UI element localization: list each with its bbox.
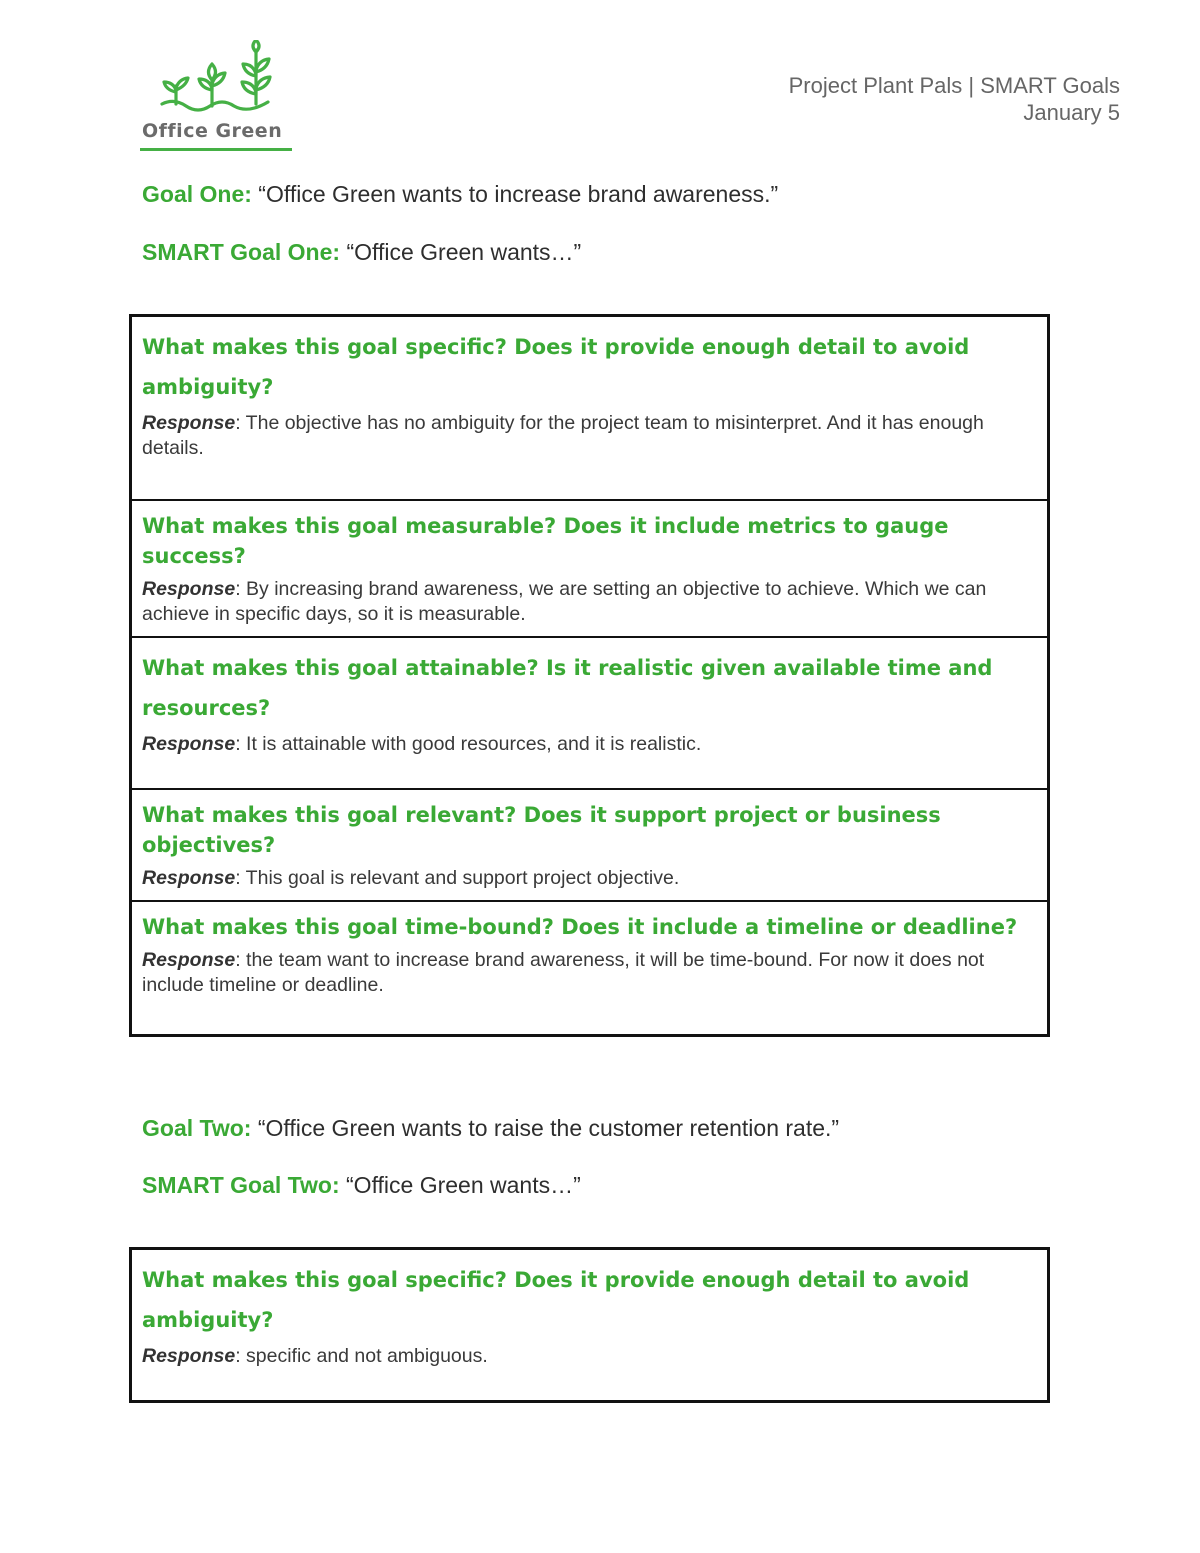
goal-one-label: Goal One: (142, 181, 252, 207)
document-header (789, 72, 1120, 126)
response-specific (142, 1344, 1037, 1369)
response-time-bound (142, 948, 1037, 998)
response-text: : By increasing brand awareness, we are setting an objective to achieve. Which we can achieve in specific days, so it is measurable. (142, 578, 987, 625)
smart-goal-one-text: “Office Green wants…” (340, 239, 582, 265)
response-text: : specific and not ambiguous. (235, 1345, 488, 1367)
question-specific: What makes this goal specific? Does it provide enough detail to avoid ambiguity? (142, 335, 970, 399)
response-label: Response (142, 578, 236, 600)
response-label: Response (142, 949, 236, 971)
table-row-relevant (132, 788, 1047, 900)
table-row-specific (132, 317, 1047, 499)
goal-two-statement (142, 1115, 839, 1142)
smart-goal-two-statement (142, 1172, 581, 1199)
logo-underline (140, 148, 292, 151)
logo-text: Office Green (142, 120, 283, 142)
response-label: Response (142, 733, 236, 755)
response-text: : The objective has no ambiguity for the project team to misinterpret. And it has enough details. (142, 412, 984, 459)
table-row-attainable (132, 636, 1047, 788)
smart-goal-one-label: SMART Goal One: (142, 239, 341, 265)
response-label: Response (142, 1345, 236, 1367)
response-attainable (142, 732, 1037, 757)
response-label: Response (142, 867, 236, 889)
smart-goal-one-table (129, 314, 1050, 1037)
smart-goal-one-statement (142, 239, 581, 266)
goal-one-statement (142, 181, 778, 208)
table-row-measurable (132, 499, 1047, 636)
goal-two-text: “Office Green wants to raise the customer retention rate.” (251, 1115, 840, 1141)
smart-goal-two-label: SMART Goal Two: (142, 1172, 340, 1198)
response-measurable (142, 577, 1037, 627)
header-title: Project Plant Pals | SMART Goals (788, 73, 1120, 98)
table-row-time-bound (132, 900, 1047, 1034)
response-relevant (142, 866, 1037, 891)
response-specific (142, 411, 1037, 461)
header-date: January 5 (1023, 100, 1120, 125)
question-measurable: What makes this goal measurable? Does it include metrics to gauge success? (142, 514, 949, 568)
smart-goal-two-text: “Office Green wants…” (339, 1172, 581, 1198)
response-text: : This goal is relevant and support project objective. (235, 867, 680, 889)
question-specific: What makes this goal specific? Does it provide enough detail to avoid ambiguity? (142, 1268, 970, 1332)
response-text: : the team want to increase brand awareness, it will be time-bound. For now it does not include timeline or deadline. (142, 949, 985, 996)
goal-one-text: “Office Green wants to increase brand awareness.” (251, 181, 779, 207)
goal-two-label: Goal Two: (142, 1115, 252, 1141)
sprouting-plants-logo-icon (160, 40, 280, 120)
response-text: : It is attainable with good resources, and it is realistic. (235, 733, 702, 755)
question-relevant: What makes this goal relevant? Does it support project or business objectives? (142, 803, 941, 857)
table-row-specific (132, 1250, 1047, 1400)
office-green-logo (140, 40, 295, 155)
question-attainable: What makes this goal attainable? Is it realistic given available time and resources? (142, 656, 993, 720)
smart-goal-two-table (129, 1247, 1050, 1403)
question-time-bound: What makes this goal time-bound? Does it include a timeline or deadline? (142, 915, 1018, 939)
response-label: Response (142, 412, 236, 434)
